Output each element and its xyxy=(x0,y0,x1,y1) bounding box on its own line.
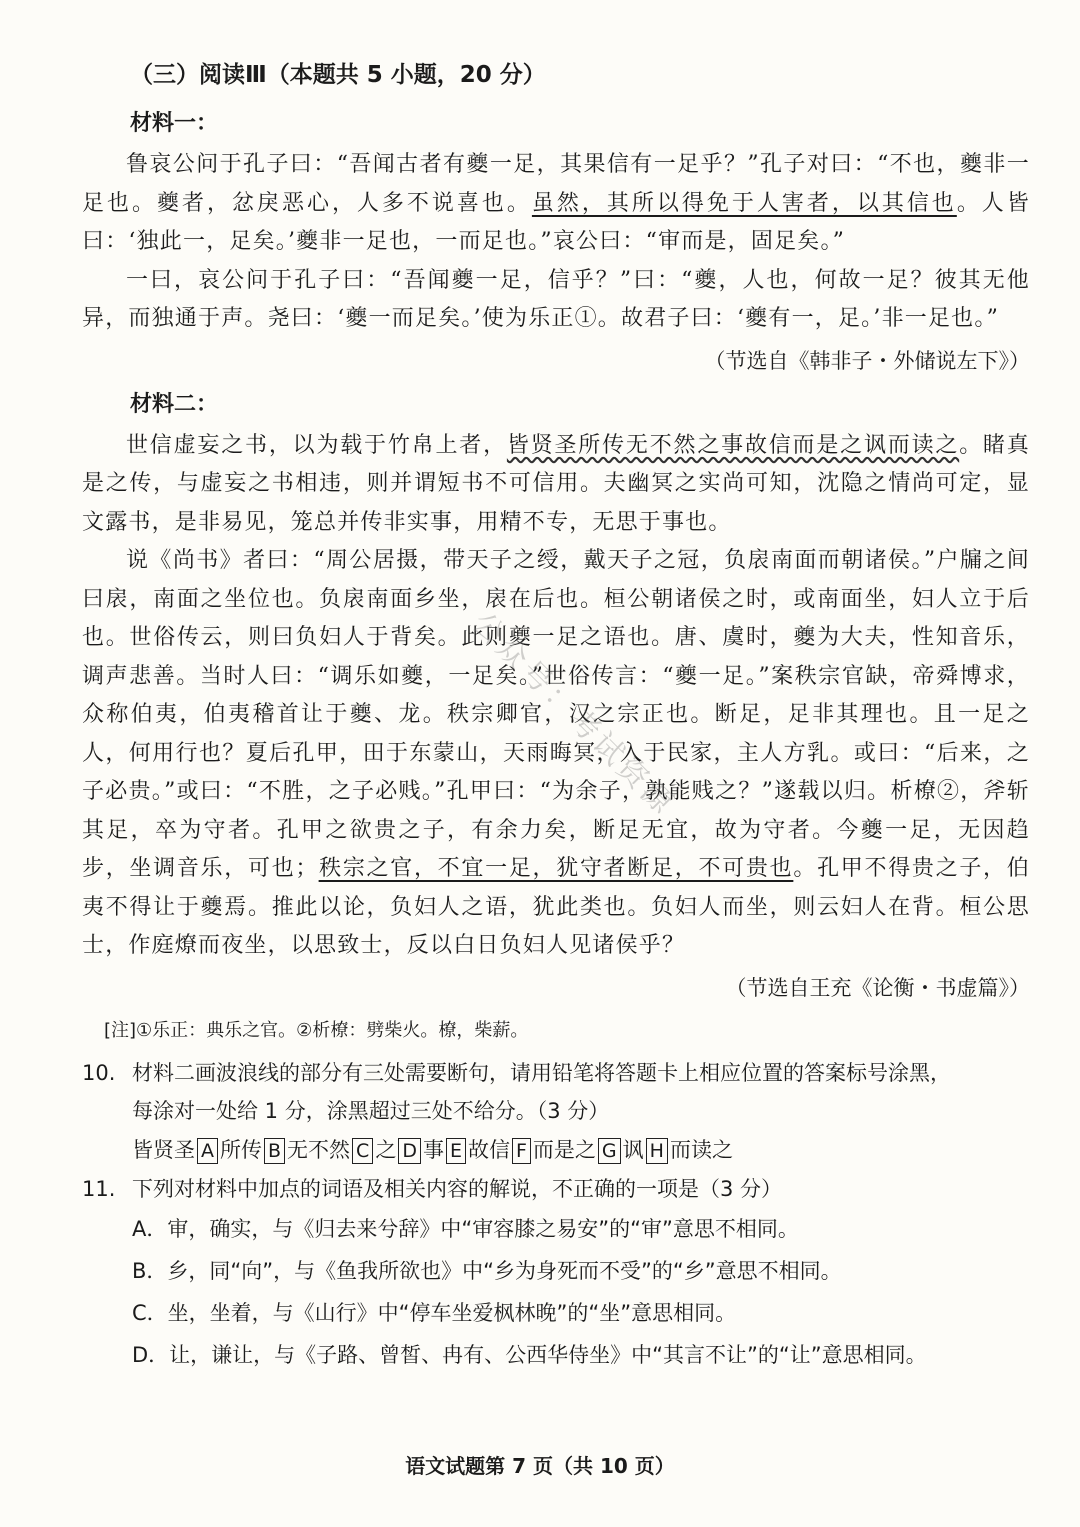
answer-box-b[interactable]: B xyxy=(264,1138,285,1164)
material-1-paragraph-2: 一曰，哀公问于孔子曰：“吾闻夔一足，信乎？”曰：“夔，人也，何故一足？彼其无他异，而独通于声。尧曰：‘夔一而足矣。’使为乐正①。故君子曰：‘夔有一，足。’非一足也。” xyxy=(82,267,1030,331)
answer-box-e[interactable]: E xyxy=(446,1138,466,1164)
question-11: 11. 下列对材料中加点的词语及相关内容的解说，不正确的一项是（3 分） xyxy=(82,1170,1030,1208)
material-2-paragraph-1: 世信虚妄之书，以为载于竹帛上者，皆贤圣所传无不然之事故信而是之讽而读之。睹真是之传，与虚妄之书相违，则并谓短书不可信用。夫幽冥之实尚可知，沈隐之情尚可定，显文露书，是非易见，笼总并传非实事，用精不专，无思于事也。 xyxy=(82,432,1030,535)
question-10-line-2: 每涂对一处给 1 分，涂黑超过三处不给分。（3 分） xyxy=(132,1098,610,1123)
answer-box-d[interactable]: D xyxy=(398,1138,421,1164)
material-2-paragraph-2: 说《尚书》者曰：“周公居摄，带天子之绶，戴天子之冠，负扆南面而朝诸侯。”户牖之间曰扆，南面之坐位也。负扆南面乡坐，扆在后也。桓公朝诸侯之时，或南面坐，妇人立于后也。世俗传云，则曰负妇人于背矣。此则夔一足之语也。唐、虞时，夔为大夫，性知音乐，调声悲善。当时人曰：“调乐如夔，一足矣。”世俗传言：“夔一足。”案秩宗官缺，帝舜博求，众称伯夷，伯夷稽首让于夔、龙。秩宗卿官，汉之宗正也。断足，足非其理也。且一足之人，何用行也？夏后孔甲，田于东蒙山，天雨晦冥，入于民家，主人方乳。或曰：“后来，之子必贵。”或曰：“不胜，之子必贱。”孔甲曰：“为余子，孰能贱之？”遂载以归。析橑②，斧斩其足，卒为守者。孔甲之欲贵之子，有余力矣，断足无宜，故为守者。今夔一足，无因趋步，坐调音乐，可也；秩宗之官，不宜一足，犹守者断足，不可贵也。孔甲不得贵之子，伯夷不得让于夔焉。推此以论，负妇人之语，犹此类也。负妇人而坐，则云妇人在背。桓公思士，作庭燎而夜坐，以思致士，反以白日负妇人见诸侯乎？ xyxy=(82,548,1030,958)
material-1-source: （节选自《韩非子・外储说左下》） xyxy=(704,348,1030,373)
answer-box-g[interactable]: G xyxy=(598,1138,621,1164)
material-1-title: 材料一： xyxy=(130,111,219,136)
choice-c[interactable]: C．坐，坐着，与《山行》中“停车坐爱枫林晚”的“坐”意思相同。 xyxy=(132,1300,737,1325)
material-2-title: 材料二： xyxy=(130,391,219,417)
question-number: 11. xyxy=(82,1176,116,1201)
choice-a[interactable]: A．审，确实，与《归去来兮辞》中“审容膝之易安”的“审”意思不相同。 xyxy=(132,1216,799,1241)
question-number: 10. xyxy=(82,1060,116,1085)
watermark: 公众号：考试资源 xyxy=(464,605,683,824)
underlined-sentence-1: 虽然，其所以得免于人害者，以其信也 xyxy=(531,190,957,216)
punctuation-options: 皆贤圣 A 所传 B 无不然 C 之 D 事 E 故信 F 而是之 G 讽 H 而读之 xyxy=(132,1137,733,1162)
answer-box-a[interactable]: A xyxy=(197,1138,218,1164)
choice-b[interactable]: B．乡，同“向”，与《鱼我所欲也》中“乡为身死而不受”的“乡”意思不相同。 xyxy=(132,1258,842,1283)
underlined-sentence-2: 秩宗之官，不宜一足，犹守者断足，不可贵也 xyxy=(318,856,794,881)
wavy-underlined-sentence: 皆贤圣所传无不然之事故信而是之讽而读之 xyxy=(506,432,960,458)
answer-box-f[interactable]: F xyxy=(512,1138,531,1164)
choice-d[interactable]: D．让，谦让，与《子路、曾皙、冉有、公西华侍坐》中“其言不让”的“让”意思相同。 xyxy=(132,1342,927,1367)
question-10: 10. 材料二画波浪线的部分有三处需要断句，请用铅笔将答题卡上相应位置的答案标号涂黑， xyxy=(82,1054,1030,1092)
answer-box-h[interactable]: H xyxy=(646,1138,668,1164)
section-title: （三）阅读Ⅲ（本题共 5 小题，20 分） xyxy=(130,62,546,88)
footnote: [注]①乐正：典乐之官。②析橑：劈柴火。橑，柴薪。 xyxy=(104,1019,529,1041)
material-2-source: （节选自王充《论衡・书虚篇》） xyxy=(725,975,1030,1000)
page-footer: 语文试题第 7 页（共 10 页） xyxy=(405,1454,675,1478)
answer-box-c[interactable]: C xyxy=(352,1138,373,1164)
material-1-paragraph-1: 鲁哀公问于孔子曰：“吾闻古者有夔一足，其果信有一足乎？”孔子对曰：“不也，夔非一足也。夔者，忿戾恶心，人多不说喜也。虽然，其所以得免于人害者，以其信也。人皆曰：‘独此一，足矣。’夔非一足也，一而足也。”哀公曰：“审而是，固足矣。” xyxy=(82,152,1031,254)
